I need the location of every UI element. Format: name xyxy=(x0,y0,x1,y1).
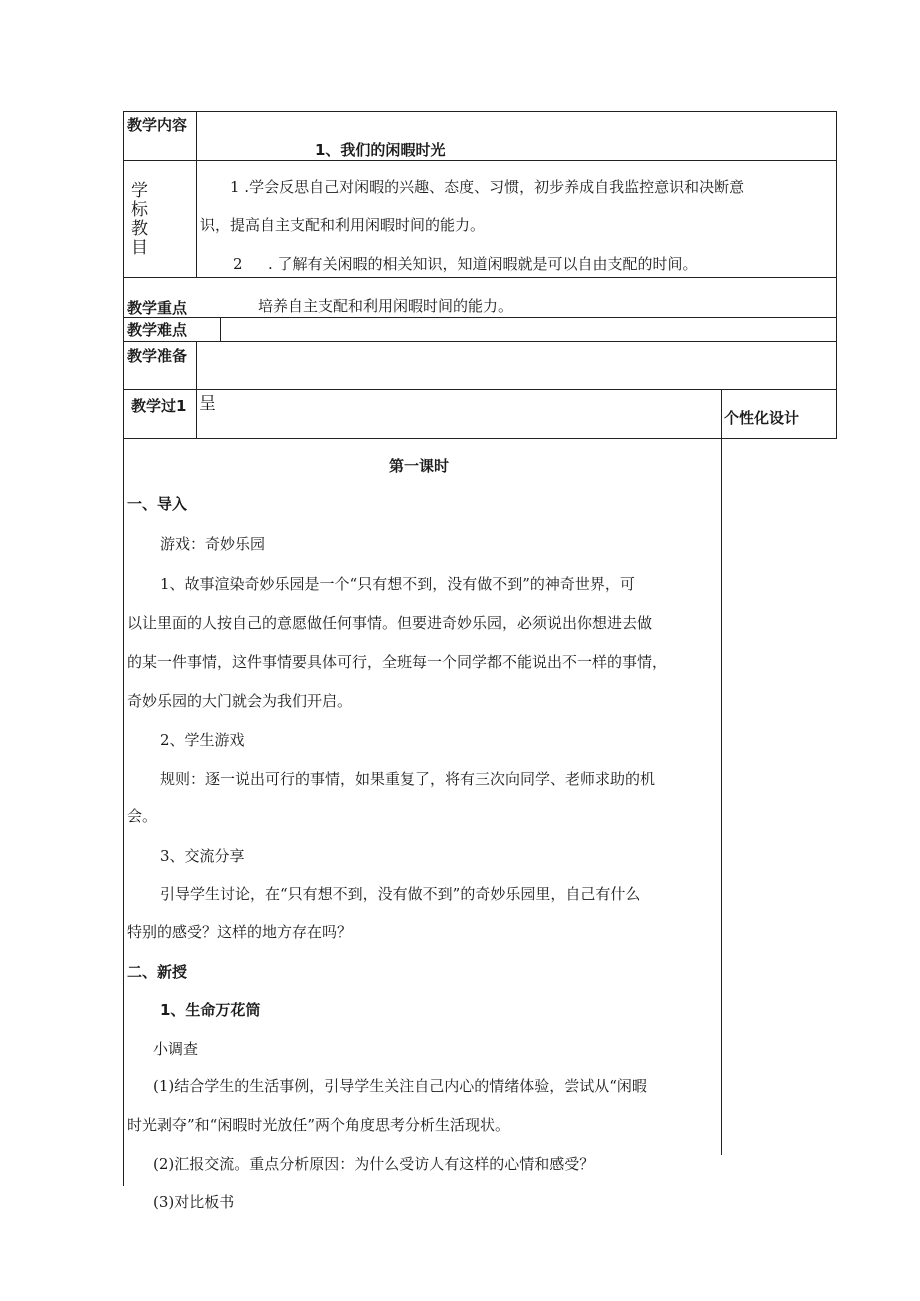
share-line-1: 引导学生讨论，在“只有想不到，没有做不到”的奇妙乐园里，自己有什么 xyxy=(160,885,641,903)
label-column-divider xyxy=(196,341,197,389)
difficulty-label: 教学难点 xyxy=(127,321,188,339)
section-1-heading: 一、导入 xyxy=(127,495,188,513)
goal-2-number: 2 xyxy=(233,255,243,273)
paragraph-1-line-2: 以让里面的人按自己的意愿做任何事情。但要进奇妙乐园，必须说出你想进去做 xyxy=(127,614,653,632)
share-line-2: 特别的感受？这样的地方存在吗？ xyxy=(127,923,353,941)
key-text: 培养自主支配和利用闲暇时间的能力。 xyxy=(258,297,514,315)
key-label: 教学重点 xyxy=(127,299,188,317)
row-divider xyxy=(123,277,837,278)
row-divider xyxy=(123,341,837,342)
label-column-divider xyxy=(220,317,221,341)
item-1-line-1: (1)结合学生的生活事例，引导学生关注自己内心的情绪体验，尝试从“闲暇 xyxy=(153,1077,647,1095)
item-1-line-2: 时光剥夺”和“闲暇时光放任”两个角度思考分析生活现状。 xyxy=(127,1116,511,1134)
label-column-divider xyxy=(196,389,197,438)
rule-line-1: 规则：逐一说出可行的事情，如果重复了，将有三次向同学、老师求助的机 xyxy=(160,770,656,788)
goals-label-1: 学 xyxy=(131,181,148,201)
row-divider xyxy=(123,438,837,439)
section-2-heading: 二、新授 xyxy=(127,963,188,981)
paragraph-3: 3、交流分享 xyxy=(160,847,245,865)
row-divider xyxy=(123,389,837,390)
table-left-border xyxy=(123,111,124,1186)
personal-column-divider xyxy=(721,389,722,1155)
table-top-border xyxy=(123,111,837,112)
table-right-border xyxy=(836,111,837,438)
goals-label-4: 目 xyxy=(131,238,148,258)
paragraph-1-line-4: 奇妙乐园的大门就会为我们开启。 xyxy=(127,692,353,710)
goal-1-line-1: 1 .学会反思自己对闲暇的兴趣、态度、习惯，初步养成自我监控意识和决断意 xyxy=(230,178,745,196)
paragraph-1-line-1: 1、故事渲染奇妙乐园是一个“只有想不到，没有做不到”的神奇世界，可 xyxy=(160,575,635,593)
goal-1-line-2: 识，提高自主支配和利用闲暇时间的能力。 xyxy=(200,216,486,234)
goals-label-2: 标 xyxy=(131,200,148,220)
paragraph-2: 2、学生游戏 xyxy=(160,731,245,749)
process-suffix: 呈 xyxy=(199,394,216,414)
row-divider xyxy=(123,317,837,318)
process-label: 教学过1 xyxy=(131,397,187,415)
content-label: 教学内容 xyxy=(127,116,188,134)
goals-label-3: 教 xyxy=(131,219,148,239)
subsection-1-heading: 1、生命万花筒 xyxy=(160,1001,261,1019)
item-3: (3)对比板书 xyxy=(153,1193,235,1211)
lesson-title: 1、我们的闲暇时光 xyxy=(315,141,446,159)
game-line: 游戏：奇妙乐园 xyxy=(160,535,266,553)
prep-label: 教学准备 xyxy=(127,347,188,365)
goal-2-text: . 了解有关闲暇的相关知识，知道闲暇就是可以自由支配的时间。 xyxy=(268,255,698,273)
personal-design-label: 个性化设计 xyxy=(724,409,800,427)
lesson-period-title: 第一课时 xyxy=(389,457,450,475)
label-column-divider xyxy=(196,111,197,277)
item-2: (2)汇报交流。重点分析原因：为什么受访人有这样的心情和感受？ xyxy=(153,1155,595,1173)
row-divider xyxy=(123,160,837,161)
survey-line: 小调查 xyxy=(153,1040,199,1058)
rule-line-2: 会。 xyxy=(127,807,158,825)
paragraph-1-line-3: 的某一件事情，这件事情要具体可行，全班每一个同学都不能说出不一样的事情， xyxy=(127,653,668,671)
